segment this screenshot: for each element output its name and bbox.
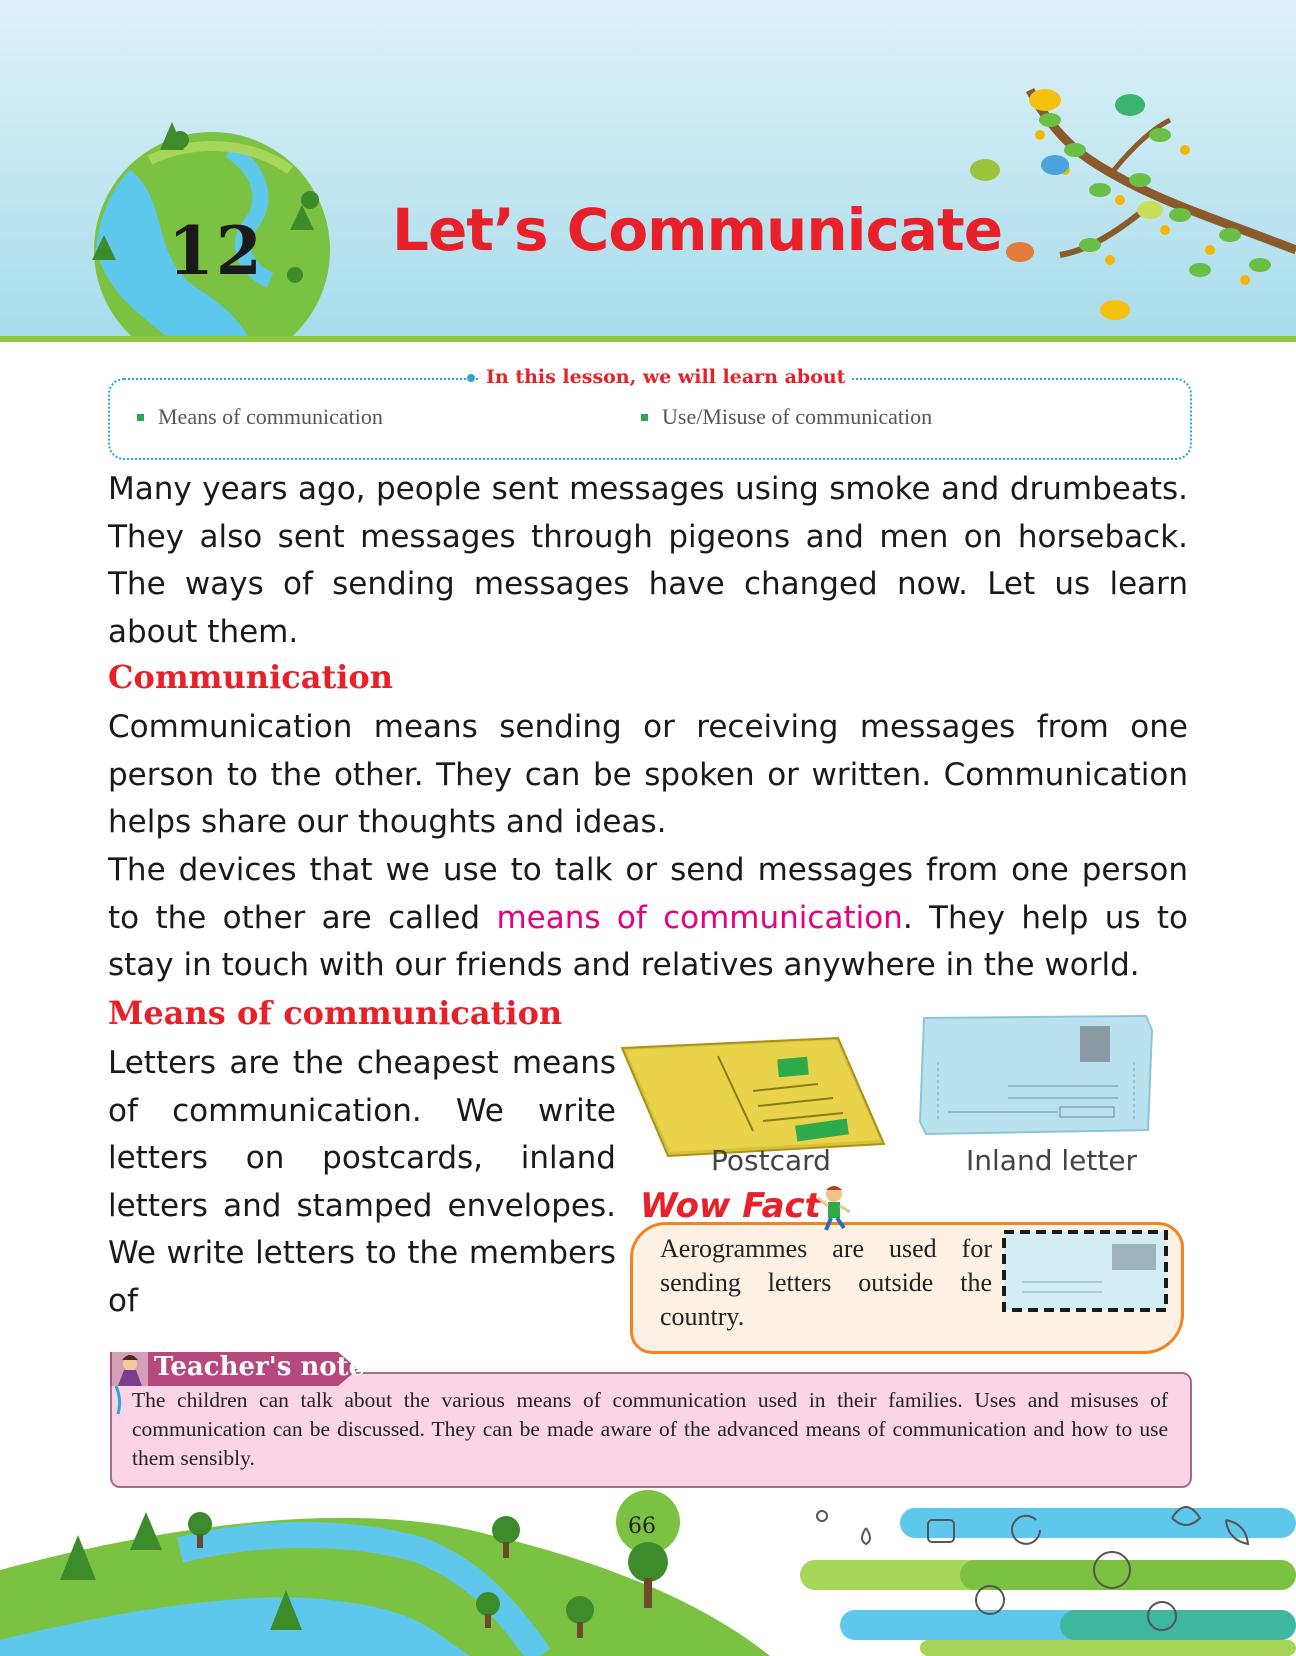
- postcard-caption: Postcard: [711, 1144, 831, 1177]
- chapter-title: Let’s Communicate: [392, 196, 1003, 264]
- section-heading-communication: Communication: [108, 658, 393, 696]
- wow-fact-title: Wow Fact: [640, 1186, 821, 1226]
- text-span: The devices that we use to talk or send messages from one person to the other are called: [108, 852, 1188, 936]
- bullet-icon: [641, 414, 648, 421]
- inland-letter-image: [918, 1012, 1154, 1138]
- section-heading-means: Means of communication: [108, 994, 563, 1032]
- bullet-icon: [137, 414, 144, 421]
- teacher-note-title: Teacher's note: [154, 1352, 366, 1382]
- objective-item: Use/Misuse of communication: [662, 404, 933, 429]
- postcard-image: [618, 1036, 888, 1158]
- means-definition-paragraph: [108, 847, 1188, 990]
- eco-stripes-decoration: [800, 1507, 1296, 1656]
- dot-icon: [467, 374, 475, 382]
- branch-with-birds-illustration: [970, 89, 1296, 320]
- means-paragraph: Letters are the cheapest means of communication. We write letters on postcards, inland letters and stamped envelopes. We write letters to the members of: [108, 1045, 616, 1319]
- objectives-heading: In this lesson, we will learn about: [480, 366, 851, 388]
- page-number: 66: [628, 1514, 656, 1539]
- aerogramme-image: [1002, 1230, 1168, 1312]
- teacher-note-text: The children can talk about the various means of communication used in their families. Uses and misuses of communication can be discussed. They can be made aware of the advanced means of communication and how to use them sensibly.: [132, 1388, 1168, 1470]
- wow-fact-text: Aerogrammes are used for sending letters outside the country.: [660, 1234, 992, 1331]
- inland-letter-caption: Inland letter: [966, 1144, 1138, 1177]
- objective-item: Means of communication: [158, 404, 383, 429]
- intro-paragraph: Many years ago, people sent messages using smoke and drumbeats. They also sent messages through pigeons and men on horseback. The ways of sending messages have changed now. Let us learn about them.: [108, 471, 1188, 650]
- text-span: . They help us to stay in touch with our friends and relatives anywhere in the world.: [108, 899, 1188, 983]
- header-divider: [0, 336, 1296, 342]
- communication-paragraph: Communication means sending or receiving messages from one person to the other. They can be spoken or written. Communication helps share our thoughts and ideas.: [108, 709, 1188, 840]
- chapter-number: 12: [168, 212, 264, 290]
- child-figure-icon: [812, 1184, 856, 1234]
- highlighted-term: means of communication: [496, 899, 903, 936]
- header-illustrations: [0, 0, 1296, 342]
